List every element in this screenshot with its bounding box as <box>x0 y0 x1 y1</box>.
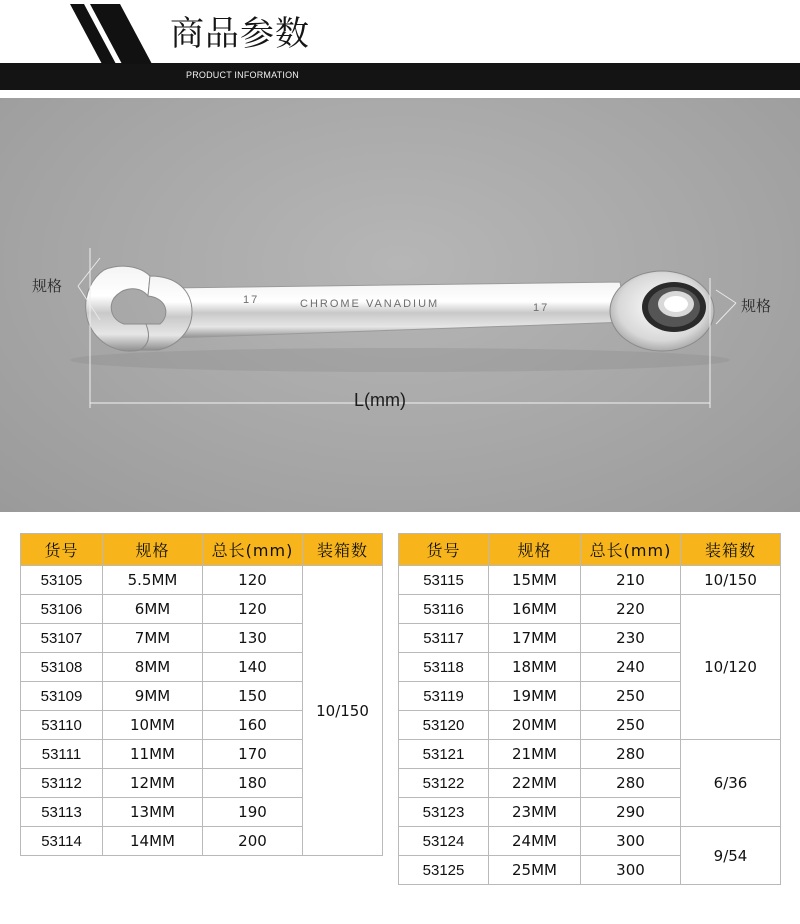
cell-length: 140 <box>203 653 303 682</box>
cell-length: 180 <box>203 769 303 798</box>
cell-size: 16MM <box>489 595 581 624</box>
header-length: 总长(mm) <box>203 534 303 566</box>
cell-length: 300 <box>581 856 681 885</box>
cell-size: 9MM <box>103 682 203 711</box>
cell-packing: 6/36 <box>681 740 781 827</box>
cell-length: 170 <box>203 740 303 769</box>
cell-code: 53105 <box>21 566 103 595</box>
table-row <box>399 827 781 856</box>
page-title: 商品参数 <box>170 14 310 54</box>
cell-size: 22MM <box>489 769 581 798</box>
cell-size: 25MM <box>489 856 581 885</box>
cell-packing: 9/54 <box>681 827 781 885</box>
header-packing: 装箱数 <box>681 534 781 566</box>
table-row <box>399 566 781 595</box>
cell-length: 250 <box>581 711 681 740</box>
cell-size: 21MM <box>489 740 581 769</box>
engraving-size-2: 17 <box>533 302 550 314</box>
cell-size: 19MM <box>489 682 581 711</box>
engraving-text: CHROME VANADIUM <box>300 298 440 310</box>
cell-size: 6MM <box>103 595 203 624</box>
cell-size: 12MM <box>103 769 203 798</box>
cell-size: 18MM <box>489 653 581 682</box>
cell-length: 250 <box>581 682 681 711</box>
header-length: 总长(mm) <box>581 534 681 566</box>
cell-code: 53115 <box>399 566 489 595</box>
spec-table-left <box>20 533 383 856</box>
header-packing: 装箱数 <box>303 534 383 566</box>
page-subtitle: PRODUCT INFORMATION <box>186 70 299 80</box>
cell-code: 53114 <box>21 827 103 856</box>
cell-code: 53116 <box>399 595 489 624</box>
cell-code: 53113 <box>21 798 103 827</box>
cell-length: 280 <box>581 769 681 798</box>
header-bar <box>0 63 800 90</box>
cell-code: 53112 <box>21 769 103 798</box>
cell-length: 210 <box>581 566 681 595</box>
cell-length: 300 <box>581 827 681 856</box>
spec-table-right <box>398 533 781 885</box>
cell-length: 230 <box>581 624 681 653</box>
cell-code: 53125 <box>399 856 489 885</box>
table-row <box>399 740 781 769</box>
cell-size: 24MM <box>489 827 581 856</box>
cell-size: 17MM <box>489 624 581 653</box>
cell-packing: 10/150 <box>681 566 781 595</box>
cell-size: 11MM <box>103 740 203 769</box>
cell-length: 120 <box>203 595 303 624</box>
table-row <box>21 566 383 595</box>
table-header-row <box>21 534 383 566</box>
chevron-stripes-icon <box>70 4 160 64</box>
cell-length: 160 <box>203 711 303 740</box>
cell-length: 120 <box>203 566 303 595</box>
product-photo <box>0 98 800 512</box>
cell-code: 53120 <box>399 711 489 740</box>
cell-code: 53110 <box>21 711 103 740</box>
cell-length: 190 <box>203 798 303 827</box>
cell-size: 8MM <box>103 653 203 682</box>
spec-label-right: 规格 <box>741 297 772 315</box>
cell-size: 23MM <box>489 798 581 827</box>
engraving-size-1: 17 <box>243 294 260 306</box>
cell-length: 240 <box>581 653 681 682</box>
spec-label-left: 规格 <box>32 277 63 295</box>
cell-code: 53118 <box>399 653 489 682</box>
table-header-row <box>399 534 781 566</box>
cell-code: 53106 <box>21 595 103 624</box>
header-code: 货号 <box>399 534 489 566</box>
cell-size: 7MM <box>103 624 203 653</box>
length-label: L(mm) <box>354 390 406 410</box>
cell-packing: 10/150 <box>303 566 383 856</box>
table-row <box>399 595 781 624</box>
cell-code: 53119 <box>399 682 489 711</box>
cell-code: 53107 <box>21 624 103 653</box>
cell-length: 280 <box>581 740 681 769</box>
cell-size: 14MM <box>103 827 203 856</box>
cell-length: 130 <box>203 624 303 653</box>
header-size: 规格 <box>103 534 203 566</box>
cell-code: 53123 <box>399 798 489 827</box>
cell-size: 15MM <box>489 566 581 595</box>
cell-size: 5.5MM <box>103 566 203 595</box>
header-size: 规格 <box>489 534 581 566</box>
cell-length: 290 <box>581 798 681 827</box>
cell-size: 13MM <box>103 798 203 827</box>
cell-length: 200 <box>203 827 303 856</box>
cell-code: 53108 <box>21 653 103 682</box>
cell-size: 20MM <box>489 711 581 740</box>
header-code: 货号 <box>21 534 103 566</box>
cell-code: 53122 <box>399 769 489 798</box>
section-header <box>0 0 800 98</box>
cell-code: 53121 <box>399 740 489 769</box>
cell-code: 53124 <box>399 827 489 856</box>
cell-length: 220 <box>581 595 681 624</box>
cell-code: 53111 <box>21 740 103 769</box>
cell-packing: 10/120 <box>681 595 781 740</box>
cell-code: 53109 <box>21 682 103 711</box>
cell-size: 10MM <box>103 711 203 740</box>
cell-code: 53117 <box>399 624 489 653</box>
cell-length: 150 <box>203 682 303 711</box>
